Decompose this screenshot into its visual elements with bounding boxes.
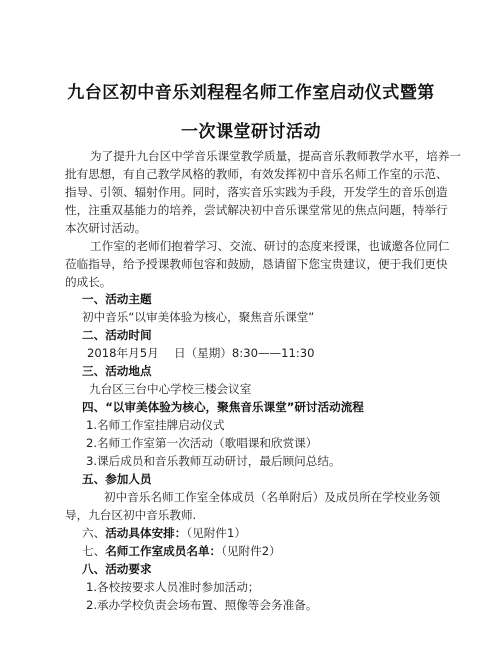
intro-line-6: 工作室的老师们抱着学习、交流、研讨的态度来授课，也诚邀各位同仁 <box>90 239 450 253</box>
document-title-line1: 九台区初中音乐刘程程名师工作室启动仪式暨第 <box>67 83 435 103</box>
section-8-item-2: 2.承办学校负责会场布置、照像等会务准备。 <box>86 598 318 612</box>
intro-line-2: 批有思想，有自己教学风格的教师，有效发挥初中音乐名师工作室的示范、 <box>65 167 448 181</box>
intro-line-8: 的成长。 <box>65 275 112 289</box>
section-8-heading: 八、活动要求 <box>82 562 152 576</box>
intro-line-4: 性，注重双基能力的培养，尝试解决初中音乐课堂常见的焦点问题，特举行 <box>65 203 448 217</box>
section-7-prefix: 七、 <box>82 544 106 558</box>
section-3-heading: 三、活动地点 <box>82 364 152 378</box>
section-2-text: 2018年月5月 日（星期）8:30——11:30 <box>87 346 315 360</box>
section-6-prefix: 六、 <box>82 526 106 540</box>
section-4-item-3: 3.课后成员和音乐教师互动研讨，最后顾问总结。 <box>86 454 341 468</box>
section-4-item-1: 1.名师工作室挂牌启动仪式 <box>86 418 225 432</box>
document-title-line2: 一次课堂研讨活动 <box>181 122 321 142</box>
section-8-item-1: 1.各校按要求人员准时参加活动； <box>86 580 260 594</box>
section-2-heading: 二、活动时间 <box>82 328 152 342</box>
section-5-text-line2: 导，九台区初中音乐教师. <box>65 508 197 522</box>
section-1-text: 初中音乐“以审美体验为核心，聚焦音乐课堂” <box>82 310 315 324</box>
section-5-text-line1: 初中音乐名师工作室全体成员（名单附后）及成员所在学校业务领 <box>104 490 441 504</box>
intro-line-5: 本次研讨活动。 <box>65 221 147 235</box>
section-7-text: （见附件2） <box>221 544 281 558</box>
section-6-heading: 活动具体安排： <box>105 526 187 540</box>
section-1-heading: 一、活动主题 <box>82 292 152 306</box>
section-3-text: 九台区三台中心学校三楼会议室 <box>89 382 252 396</box>
intro-line-1: 为了提升九台区中学音乐课堂教学质量，提高音乐教师教学水平，培养一 <box>90 149 462 163</box>
intro-line-3: 指导、引领、辐射作用。同时，落实音乐实践为手段，开发学生的音乐创造 <box>65 185 448 199</box>
section-7-heading: 名师工作室成员名单： <box>105 544 222 558</box>
section-4-heading: 四、“以审美体验为核心，聚焦音乐课堂”研讨活动流程 <box>82 400 364 414</box>
intro-line-7: 莅临指导，给予授课教师包容和鼓励，恳请留下您宝贵建议，便于我们更快 <box>65 257 448 271</box>
section-7 <box>82 543 281 559</box>
section-5-heading: 五、参加人员 <box>82 472 152 486</box>
section-6 <box>82 525 246 541</box>
section-6-text: （见附件1） <box>186 526 246 540</box>
section-4-item-2: 2.名师工作室第一次活动（歌唱课和欣赏课） <box>86 436 318 450</box>
